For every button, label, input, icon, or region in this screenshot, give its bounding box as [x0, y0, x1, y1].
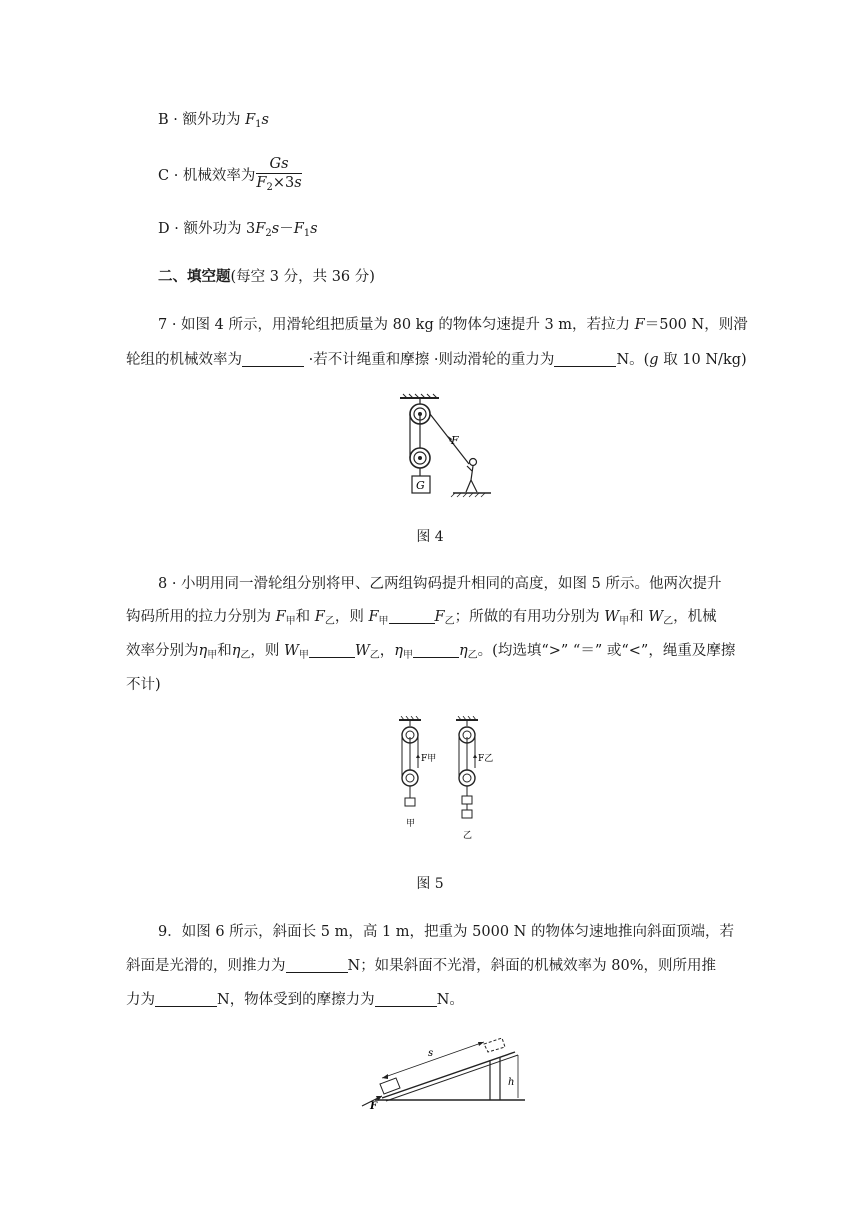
q9-t1: 斜面是光滑的，则推力为	[126, 958, 286, 974]
q7-blank-pulley-weight[interactable]	[554, 352, 616, 367]
q8-line4: 不计)	[126, 677, 161, 693]
section-heading	[158, 267, 375, 287]
q9-t2: N；如果斜面不光滑，斜面的机械效率为 80%，则所用推	[347, 958, 717, 974]
fig5-f-jia-label: F甲	[421, 754, 437, 764]
q7-text-a: 7 · 如图 4 所示，用滑轮组把质量为 80 kg 的物体匀速提升 3 m，若拉力	[158, 317, 635, 333]
fig4-f-label: F	[451, 434, 459, 447]
q8-sub-yi5: 乙	[369, 650, 380, 661]
option-b-f: F	[245, 112, 256, 128]
q9-blank-push-smooth[interactable]	[286, 958, 348, 973]
fig6-h-label: h	[508, 1077, 515, 1088]
option-b-text: B · 额外功为	[158, 112, 246, 128]
q8-f2: F	[314, 609, 325, 625]
option-b-s: s	[261, 112, 269, 128]
q9-t3: 力为	[126, 992, 155, 1008]
figure-4-caption: 图 4	[416, 529, 444, 545]
option-d	[158, 219, 318, 244]
fig5-label-jia: 甲	[406, 819, 416, 829]
fig4-g-label: G	[416, 479, 425, 492]
q8-line2	[126, 607, 717, 632]
q8-he1: 和	[295, 609, 315, 625]
den-times: ×3	[272, 175, 295, 191]
q7-text-d: ·若不计绳重和摩擦 ·则动滑轮的重力为	[304, 352, 555, 368]
option-b	[158, 110, 269, 135]
fig5-f-yi-label: F乙	[478, 754, 494, 764]
d-f1-sub: 1	[303, 228, 311, 239]
fraction-numerator: Gs	[256, 155, 301, 174]
fig6-f-label: F	[370, 1101, 378, 1110]
den-s: s	[294, 175, 302, 191]
q8-line3	[126, 641, 735, 666]
q7-text-e: N。(	[616, 352, 650, 368]
q8-f4: F	[434, 609, 445, 625]
fig6-s-label: s	[428, 1048, 434, 1059]
q8-eta3: η	[394, 643, 403, 659]
option-c	[158, 155, 302, 197]
q8-t5: 和	[217, 643, 232, 659]
q8-line1: 8 · 小明用同一滑轮组分别将甲、乙两组钩码提升相同的高度，如图 5 所示。他两次提升	[158, 576, 722, 592]
q7-blank-efficiency[interactable]	[242, 352, 304, 367]
q9-t5: N。	[436, 992, 464, 1008]
q8-sub-jia4: 甲	[207, 650, 218, 661]
q7-g: g	[649, 352, 659, 368]
q8-sub-yi1: 乙	[324, 616, 335, 627]
q8-sub-jia5: 甲	[298, 650, 309, 661]
q9-line3	[126, 990, 464, 1010]
q8-ze1: ，则	[334, 609, 369, 625]
option-d-text: D · 额外功为 3	[158, 221, 256, 237]
q8-sub-jia1: 甲	[285, 616, 296, 627]
q9-line2	[126, 956, 716, 976]
q7-line2	[126, 350, 747, 370]
q7-text-b: ＝500 N，则滑	[644, 317, 748, 333]
q8-w4: W	[354, 643, 370, 659]
q8-sub-jia2: 甲	[378, 616, 389, 627]
q8-he2: 和	[629, 609, 649, 625]
d-f2: F	[255, 221, 266, 237]
d-minus: －	[279, 221, 294, 237]
fig5-label-yi: 乙	[463, 831, 473, 841]
fraction-denominator	[256, 174, 301, 197]
q8-eta2: η	[231, 643, 241, 659]
q8-t4: 效率分别为	[126, 643, 199, 659]
q8-f1: F	[275, 609, 286, 625]
q7-line1	[158, 315, 748, 335]
q8-t2: ；所做的有用功分别为	[454, 609, 605, 625]
section-title: 二、填空题	[158, 268, 231, 285]
option-c-fraction	[256, 155, 301, 197]
q7-f: F	[634, 317, 645, 333]
q8-t6: ，则	[250, 643, 284, 659]
d-s2: s	[310, 221, 318, 237]
q8-eta4: η	[458, 643, 468, 659]
d-f2-sub: 2	[265, 228, 272, 239]
q8-w1: W	[604, 609, 620, 625]
figure-6-incline	[360, 1030, 530, 1110]
q8-t3: ，机械	[673, 609, 717, 625]
q8-t1: 钩码所用的拉力分别为	[126, 609, 276, 625]
q9-blank-friction[interactable]	[375, 992, 437, 1007]
figure-4-pulley	[395, 392, 495, 502]
den-sub: 2	[266, 182, 273, 193]
q8-w2: W	[648, 609, 664, 625]
q8-sub-yi2: 乙	[444, 616, 455, 627]
q7-text-f: 取 10 N/kg)	[658, 352, 747, 368]
q8-sub-yi6: 乙	[467, 650, 478, 661]
q8-sub-yi3: 乙	[663, 616, 674, 627]
q9-line1: 9．如图 6 所示，斜面长 5 m，高 1 m，把重为 5000 N 的物体匀速地推向斜面顶端，若	[158, 924, 734, 940]
q8-f3: F	[368, 609, 379, 625]
figure-5-caption: 图 5	[416, 876, 444, 892]
q8-w3: W	[283, 643, 299, 659]
q8-eta1: η	[198, 643, 208, 659]
d-s1: s	[271, 221, 280, 237]
q9-t4: N，物体受到的摩擦力为	[217, 992, 375, 1008]
q7-text-c: 轮组的机械效率为	[126, 352, 242, 368]
q8-sub-jia3: 甲	[619, 616, 630, 627]
option-c-text: C · 机械效率为	[158, 168, 256, 184]
q9-blank-push-rough[interactable]	[155, 992, 217, 1007]
q8-t7: 。(均选填“>” “＝” 或“<”，绳重及摩擦	[477, 643, 736, 659]
q8-blank-efficiency[interactable]	[413, 643, 459, 658]
q8-sub-yi4: 乙	[240, 650, 251, 661]
option-b-sub: 1	[255, 119, 262, 130]
d-f1: F	[293, 221, 304, 237]
q8-blank-force[interactable]	[389, 609, 435, 624]
q8-blank-work[interactable]	[309, 643, 355, 658]
section-note: (每空 3 分，共 36 分)	[230, 269, 375, 285]
q8-sub-jia6: 甲	[402, 650, 413, 661]
den-f: F	[256, 175, 267, 191]
figure-5-pulleys	[395, 716, 505, 846]
q8-comma: ，	[379, 643, 395, 659]
